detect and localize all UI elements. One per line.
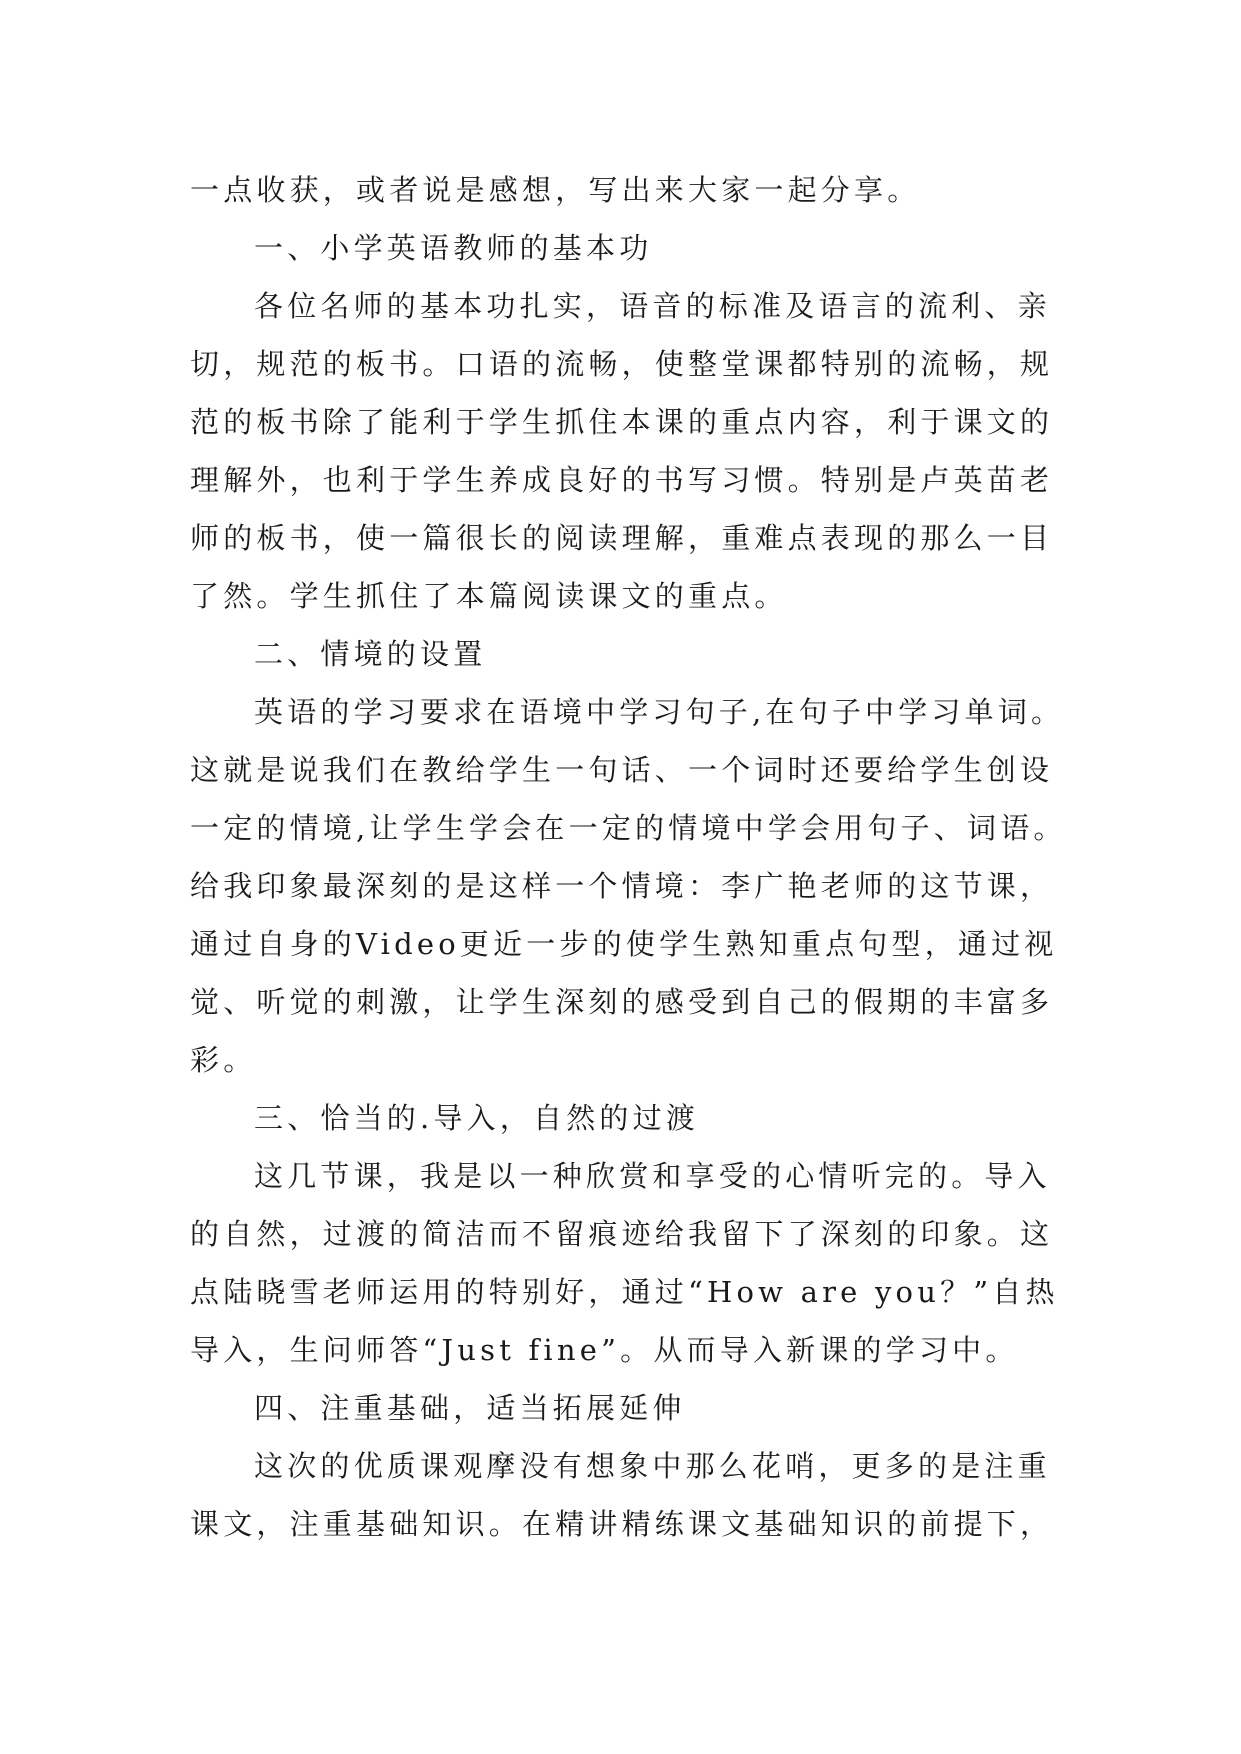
document-body xyxy=(190,161,1067,1553)
section-heading: 一、小学英语教师的基本功 xyxy=(254,231,653,265)
body-line: 切，规范的板书。口语的流畅，使整堂课都特别的流畅，规 xyxy=(190,347,1054,381)
body-line: 点陆晓雪老师运用的特别好，通过“How are you？”自热 xyxy=(190,1275,1059,1309)
body-line: 了然。学生抓住了本篇阅读课文的重点。 xyxy=(190,579,788,613)
body-line: 各位名师的基本功扎实，语音的标准及语言的流利、亲 xyxy=(254,289,1051,323)
body-line: 范的板书除了能利于学生抓住本课的重点内容，利于课文的 xyxy=(190,405,1054,439)
body-line: 通过自身的Video更近一步的使学生熟知重点句型，通过视 xyxy=(190,927,1058,961)
body-line: 的自然，过渡的简洁而不留痕迹给我留下了深刻的印象。这 xyxy=(190,1217,1054,1251)
body-line: 英语的学习要求在语境中学习句子,在句子中学习单词。 xyxy=(254,695,1065,729)
body-line: 这次的优质课观摩没有想象中那么花哨，更多的是注重 xyxy=(254,1449,1051,1483)
body-line: 觉、听觉的刺激，让学生深刻的感受到自己的假期的丰富多 xyxy=(190,985,1054,1019)
body-line: 理解外，也利于学生养成良好的书写习惯。特别是卢英苗老 xyxy=(190,463,1054,497)
body-line: 彩。 xyxy=(190,1043,257,1077)
body-line: 课文，注重基础知识。在精讲精练课文基础知识的前提下， xyxy=(190,1507,1054,1541)
body-line: 这就是说我们在教给学生一句话、一个词时还要给学生创设 xyxy=(190,753,1054,787)
section-heading: 四、注重基础，适当拓展延伸 xyxy=(254,1391,686,1425)
body-line: 一定的情境,让学生学会在一定的情境中学会用句子、词语。 xyxy=(190,811,1067,845)
body-line: 导入，生问师答“Just fine”。从而导入新课的学习中。 xyxy=(190,1333,1019,1367)
body-line: 这几节课，我是以一种欣赏和享受的心情听完的。导入 xyxy=(254,1159,1051,1193)
section-heading: 三、恰当的.导入，自然的过渡 xyxy=(254,1101,700,1135)
section-heading: 二、情境的设置 xyxy=(254,637,487,671)
body-line: 给我印象最深刻的是这样一个情境：李广艳老师的这节课， xyxy=(190,869,1054,903)
body-line: 师的板书，使一篇很长的阅读理解，重难点表现的那么一目 xyxy=(190,521,1054,555)
body-line: 一点收获，或者说是感想，写出来大家一起分享。 xyxy=(190,173,921,207)
